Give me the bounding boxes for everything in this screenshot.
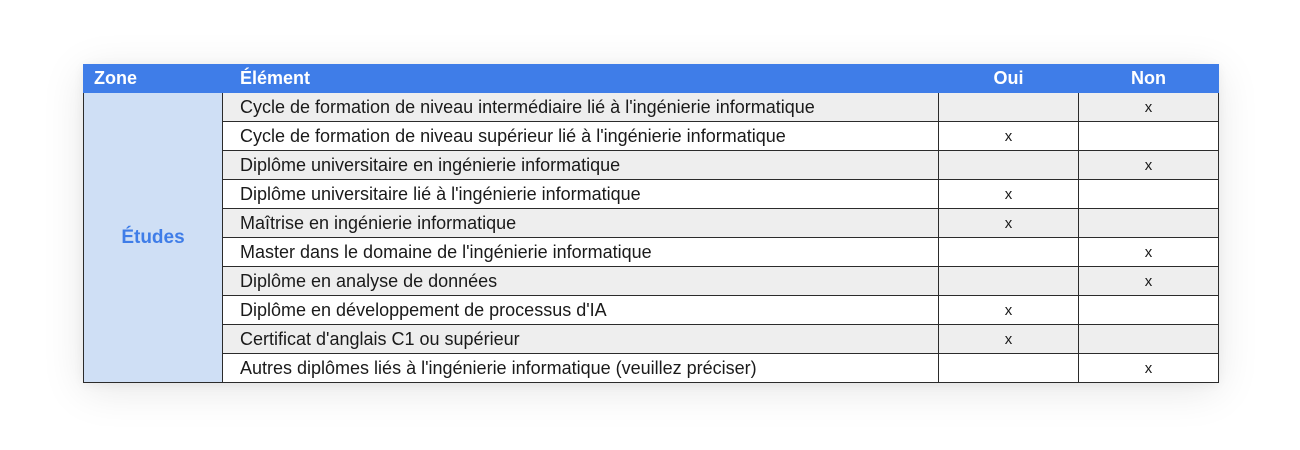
non-cell[interactable]	[1079, 325, 1219, 354]
oui-cell[interactable]: x	[939, 296, 1079, 325]
table-body	[84, 93, 1219, 383]
table-header	[84, 65, 1219, 93]
element-cell: Diplôme universitaire en ingénierie informatique	[223, 151, 939, 180]
checklist-table	[83, 64, 1219, 383]
non-cell[interactable]: x	[1079, 267, 1219, 296]
oui-cell[interactable]	[939, 267, 1079, 296]
non-cell[interactable]	[1079, 209, 1219, 238]
oui-cell[interactable]	[939, 238, 1079, 267]
non-cell[interactable]	[1079, 122, 1219, 151]
table-row	[84, 296, 1219, 325]
table-row	[84, 122, 1219, 151]
table-row	[84, 180, 1219, 209]
header-oui: Oui	[939, 65, 1079, 93]
table-row	[84, 325, 1219, 354]
element-cell: Certificat d'anglais C1 ou supérieur	[223, 325, 939, 354]
oui-cell[interactable]: x	[939, 325, 1079, 354]
table-card	[83, 64, 1218, 382]
table-row	[84, 151, 1219, 180]
oui-cell[interactable]: x	[939, 180, 1079, 209]
header-element: Élément	[223, 65, 939, 93]
element-cell: Master dans le domaine de l'ingénierie informatique	[223, 238, 939, 267]
element-cell: Diplôme en développement de processus d'IA	[223, 296, 939, 325]
element-cell: Diplôme universitaire lié à l'ingénierie informatique	[223, 180, 939, 209]
zone-cell: Études	[84, 93, 223, 383]
header-zone: Zone	[84, 65, 223, 93]
element-cell: Diplôme en analyse de données	[223, 267, 939, 296]
non-cell[interactable]: x	[1079, 354, 1219, 383]
table-row	[84, 354, 1219, 383]
oui-cell[interactable]	[939, 93, 1079, 122]
non-cell[interactable]	[1079, 296, 1219, 325]
table-row	[84, 267, 1219, 296]
table-row	[84, 93, 1219, 122]
table-row	[84, 238, 1219, 267]
non-cell[interactable]: x	[1079, 151, 1219, 180]
element-cell: Cycle de formation de niveau intermédiaire lié à l'ingénierie informatique	[223, 93, 939, 122]
oui-cell[interactable]	[939, 151, 1079, 180]
element-cell: Cycle de formation de niveau supérieur lié à l'ingénierie informatique	[223, 122, 939, 151]
non-cell[interactable]	[1079, 180, 1219, 209]
header-non: Non	[1079, 65, 1219, 93]
element-cell: Autres diplômes liés à l'ingénierie informatique (veuillez préciser)	[223, 354, 939, 383]
element-cell: Maîtrise en ingénierie informatique	[223, 209, 939, 238]
oui-cell[interactable]: x	[939, 122, 1079, 151]
oui-cell[interactable]	[939, 354, 1079, 383]
table-row	[84, 209, 1219, 238]
header-row	[84, 65, 1219, 93]
non-cell[interactable]: x	[1079, 93, 1219, 122]
non-cell[interactable]: x	[1079, 238, 1219, 267]
oui-cell[interactable]: x	[939, 209, 1079, 238]
